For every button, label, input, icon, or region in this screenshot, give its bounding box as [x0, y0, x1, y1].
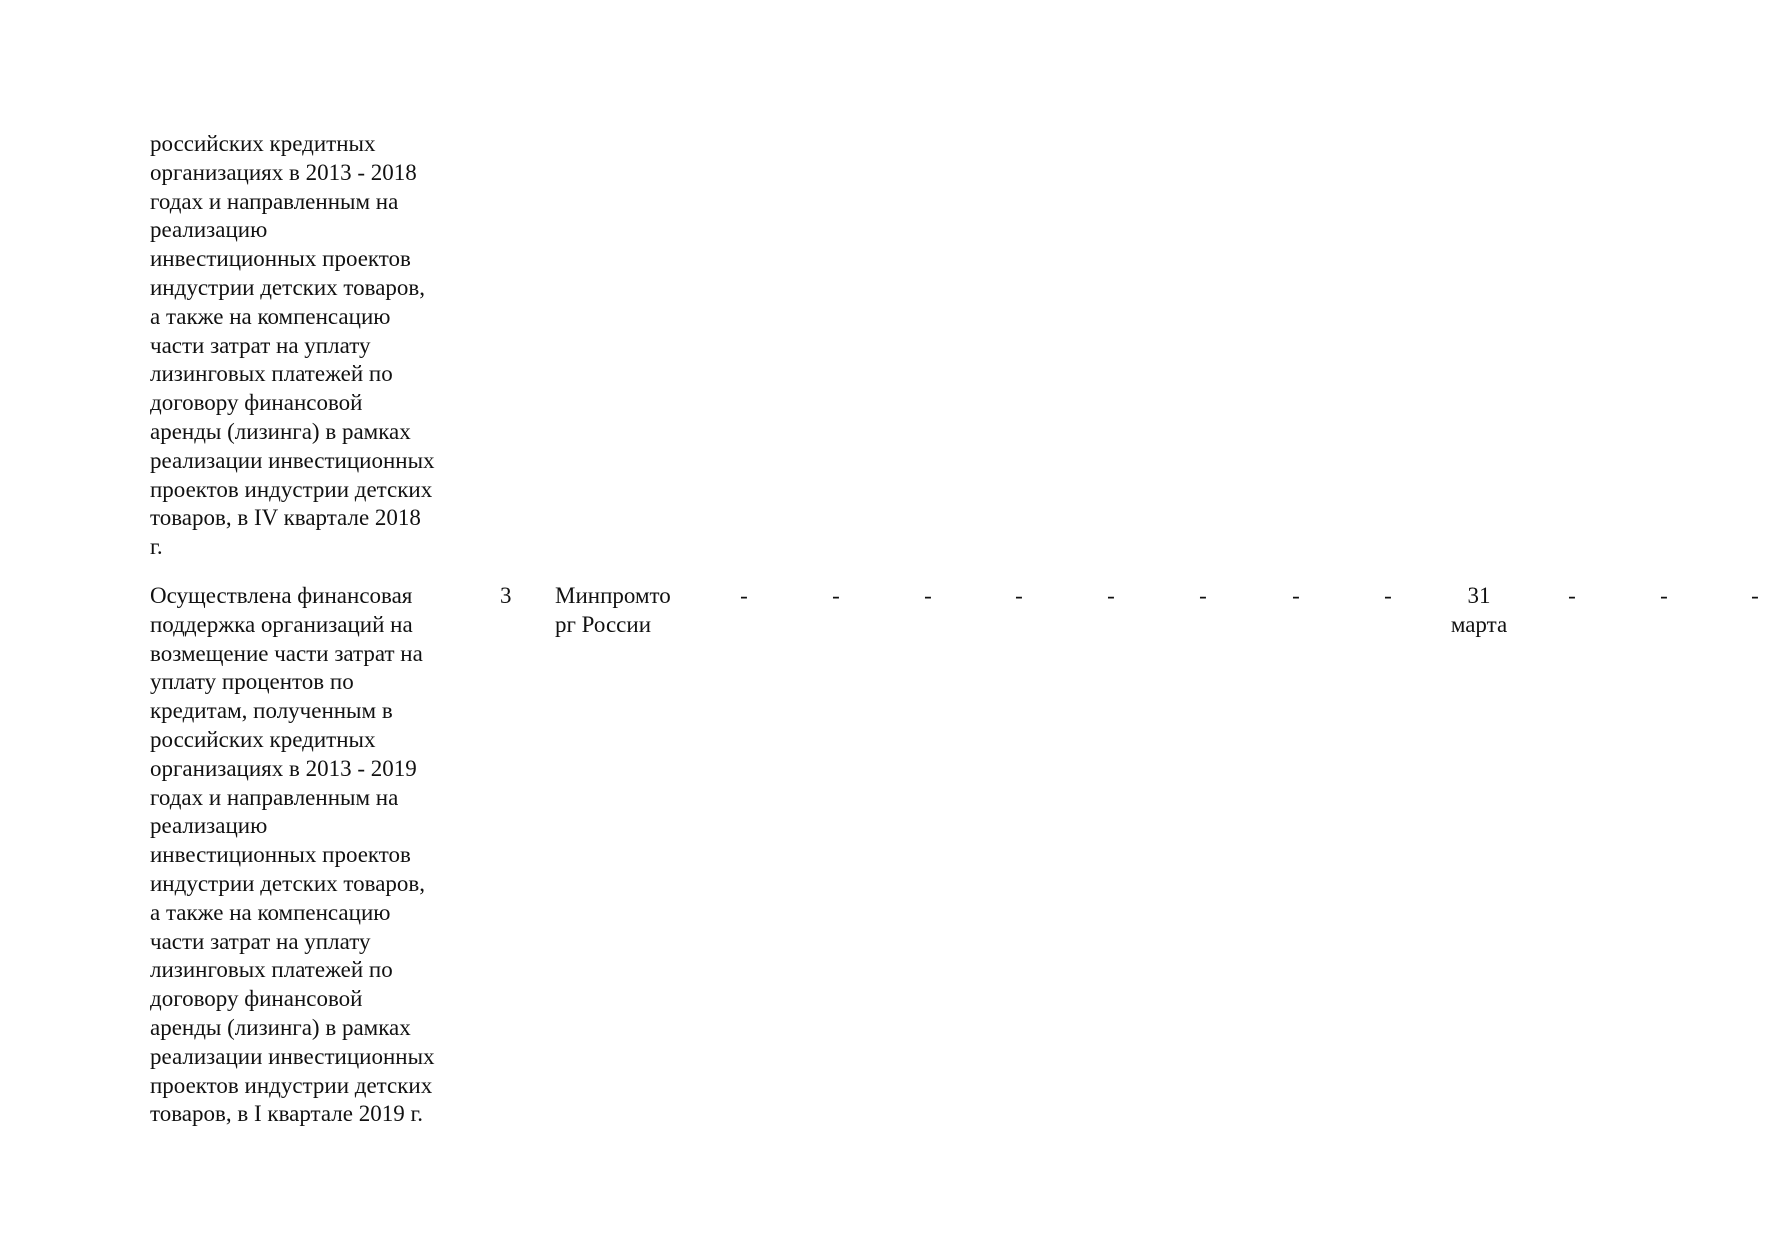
row-2-cell: - [1107, 583, 1115, 608]
row-2-date: 31 марта [1450, 583, 1508, 637]
row-2-cell: - [740, 583, 748, 608]
row-2-cell: - [1199, 583, 1207, 608]
row-2-responsible: Минпромто рг России [555, 583, 671, 637]
row-2-cell: - [832, 583, 840, 608]
row-2-cell: - [1015, 583, 1023, 608]
row-2-cell: - [1292, 583, 1300, 608]
row-2-type: 3 [500, 583, 512, 608]
row-2-cell: - [924, 583, 932, 608]
row-2-cell: - [1751, 583, 1759, 608]
row-2-description: Осуществлена финансовая поддержка организаций на возмещение части затрат на уплату процентов по кредитам, полученным в российских кредитных организациях в 2013 - 2019 годах и направленным на реализацию инвестиционных проектов индустрии детских товаров, а также на компенсацию части затрат на уплату лизинговых платежей по договору финансовой аренды (лизинга) в рамках реализации инвестиционных проектов индустрии детских товаров, в I квартале 2019 г. [150, 583, 435, 1127]
row-2-cell: - [1384, 583, 1392, 608]
row-2-cell: - [1660, 583, 1668, 608]
row-1-description: российских кредитных организациях в 2013 - 2018 годах и направленным на реализацию инвестиционных проектов индустрии детских товаров, а также на компенсацию части затрат на уплату лизинговых платежей по договору финансовой аренды (лизинга) в рамках реализации инвестиционных проектов индустрии детских товаров, в IV квартале 2018 г. [150, 131, 435, 560]
row-2-cell: - [1568, 583, 1576, 608]
